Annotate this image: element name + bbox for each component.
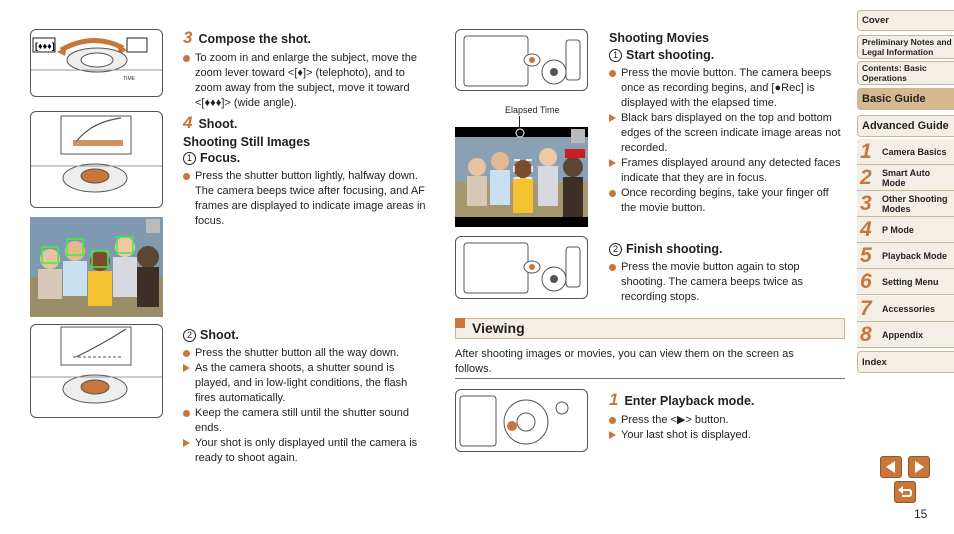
shoot-heading: 2 Shoot. [183, 328, 423, 342]
sidebar-chapter-1[interactable] [857, 139, 954, 165]
chapter-label: P Mode [882, 225, 914, 235]
playback-list [609, 413, 839, 443]
step-3-heading: 3 Compose the shot. [183, 28, 311, 47]
chapter-label: Accessories [882, 304, 936, 314]
sidebar-link-contents[interactable]: Contents: Basic Operations [857, 61, 954, 85]
movie-button-illustration [455, 29, 588, 91]
shooting-movies-section [609, 31, 847, 216]
playback-heading: 1 Enter Playback mode. [609, 390, 755, 409]
finish-shooting-heading: 2 Finish shooting. [609, 242, 839, 256]
viewing-header [455, 318, 845, 339]
viewing-marker-icon [455, 318, 465, 328]
shoot-section [183, 328, 423, 466]
viewing-title: Viewing [472, 320, 525, 336]
list-item: As the camera shoots, a shutter sound is played, and in low-light conditions, the flash fires automatically. [183, 361, 423, 406]
page-number: 15 [914, 507, 928, 521]
chapter-label: Appendix [882, 330, 924, 340]
sidebar-chapter-5[interactable] [857, 243, 954, 269]
sidebar-chapter-4[interactable] [857, 217, 954, 243]
finish-shooting-section [609, 242, 839, 305]
chapter-label: Other Shooting Modes [882, 194, 948, 214]
chapter-number: 6 [860, 270, 872, 293]
chapter-label: Playback Mode [882, 251, 948, 261]
chapter-number: 1 [860, 140, 872, 163]
chapter-number: 3 [860, 192, 872, 215]
sidebar-chapter-6[interactable] [857, 269, 954, 295]
movie-stop-illustration [455, 236, 588, 299]
step-3-section [183, 28, 423, 111]
shutter-full-press-illustration [30, 324, 163, 418]
arrow-right-icon [909, 457, 929, 477]
list-item: Press the movie button. The camera beeps once as recording begins, and [●Rec] is displayed with the elapsed time. [609, 66, 847, 111]
sidebar-chapter-2[interactable] [857, 165, 954, 191]
chapter-label: Camera Basics [882, 147, 947, 157]
list-item: Press the movie button again to stop shooting. The camera beeps twice as recording stops. [609, 260, 839, 305]
list-item: To zoom in and enlarge the subject, move the zoom lever toward <[♦]> (telephoto), and to zoom away from the subject, move it toward <[♦♦♦]> (wide angle). [183, 51, 423, 111]
start-list [609, 66, 847, 216]
svg-text:[♦♦♦]: [♦♦♦] [35, 41, 55, 51]
sidebar-chapter-8[interactable] [857, 322, 954, 348]
movie-recording-photo [455, 127, 588, 227]
chapter-label: Smart Auto Mode [882, 168, 931, 188]
sidebar-chapter-7[interactable] [857, 296, 954, 322]
chapter-number: 8 [860, 323, 872, 346]
shutter-half-press-illustration [30, 111, 163, 208]
focus-heading: 1 Focus. [183, 151, 428, 165]
return-button[interactable] [894, 481, 916, 503]
list-item: Press the shutter button all the way down. [183, 346, 423, 361]
sidebar-link-advanced-guide[interactable]: Advanced Guide [857, 115, 954, 137]
list-item: Black bars displayed on the top and bottom edges of the screen indicate image areas not recorded. [609, 111, 847, 156]
svg-text:TIME: TIME [123, 76, 135, 82]
playback-section [609, 390, 839, 443]
af-frames-photo [30, 217, 163, 317]
start-shooting-heading: 1 Start shooting. [609, 48, 847, 62]
chapter-label: Setting Menu [882, 277, 939, 287]
list-item: Frames displayed around any detected faces indicate that they are in focus. [609, 156, 847, 186]
list-item: Your shot is only displayed until the camera is ready to shoot again. [183, 436, 423, 466]
return-icon [895, 482, 915, 502]
previous-page-button[interactable] [880, 456, 902, 478]
chapter-number: 4 [860, 218, 872, 241]
list-item: Your last shot is displayed. [609, 428, 839, 443]
sidebar-link-basic-guide[interactable]: Basic Guide [857, 88, 954, 110]
sidebar-link-cover[interactable]: Cover [857, 10, 954, 31]
arrow-left-icon [881, 457, 901, 477]
sidebar-chapter-3[interactable] [857, 191, 954, 217]
elapsed-time-label: Elapsed Time [505, 105, 560, 115]
step-4-heading: 4 Shoot. [183, 113, 238, 132]
zoom-lever-illustration [30, 29, 163, 97]
playback-button-illustration [455, 389, 588, 452]
shoot-list [183, 346, 423, 466]
viewing-intro-text: After shooting images or movies, you can view them on the screen as follows. [455, 348, 794, 375]
chapter-number: 2 [860, 166, 872, 189]
zoom-lever-drawing [31, 30, 163, 97]
list-item: Press the <▶> button. [609, 413, 839, 428]
chapter-number: 5 [860, 244, 872, 267]
divider [455, 378, 845, 379]
still-images-heading: Shooting Still Images [183, 135, 311, 149]
chapter-number: 7 [860, 297, 872, 320]
step-4-section [183, 113, 428, 229]
next-page-button[interactable] [908, 456, 930, 478]
list-item: Once recording begins, take your finger off the movie button. [609, 186, 847, 216]
shooting-movies-heading: Shooting Movies [609, 31, 709, 45]
sidebar-link-index[interactable]: Index [857, 351, 954, 373]
sidebar-link-preliminary-notes[interactable]: Preliminary Notes and Legal Information [857, 35, 954, 59]
list-item: Keep the camera still until the shutter sound ends. [183, 406, 423, 436]
list-item: Press the shutter button lightly, halfway down. The camera beeps twice after focusing, and AF frames are displayed to indicate image areas in focus. [183, 169, 428, 229]
